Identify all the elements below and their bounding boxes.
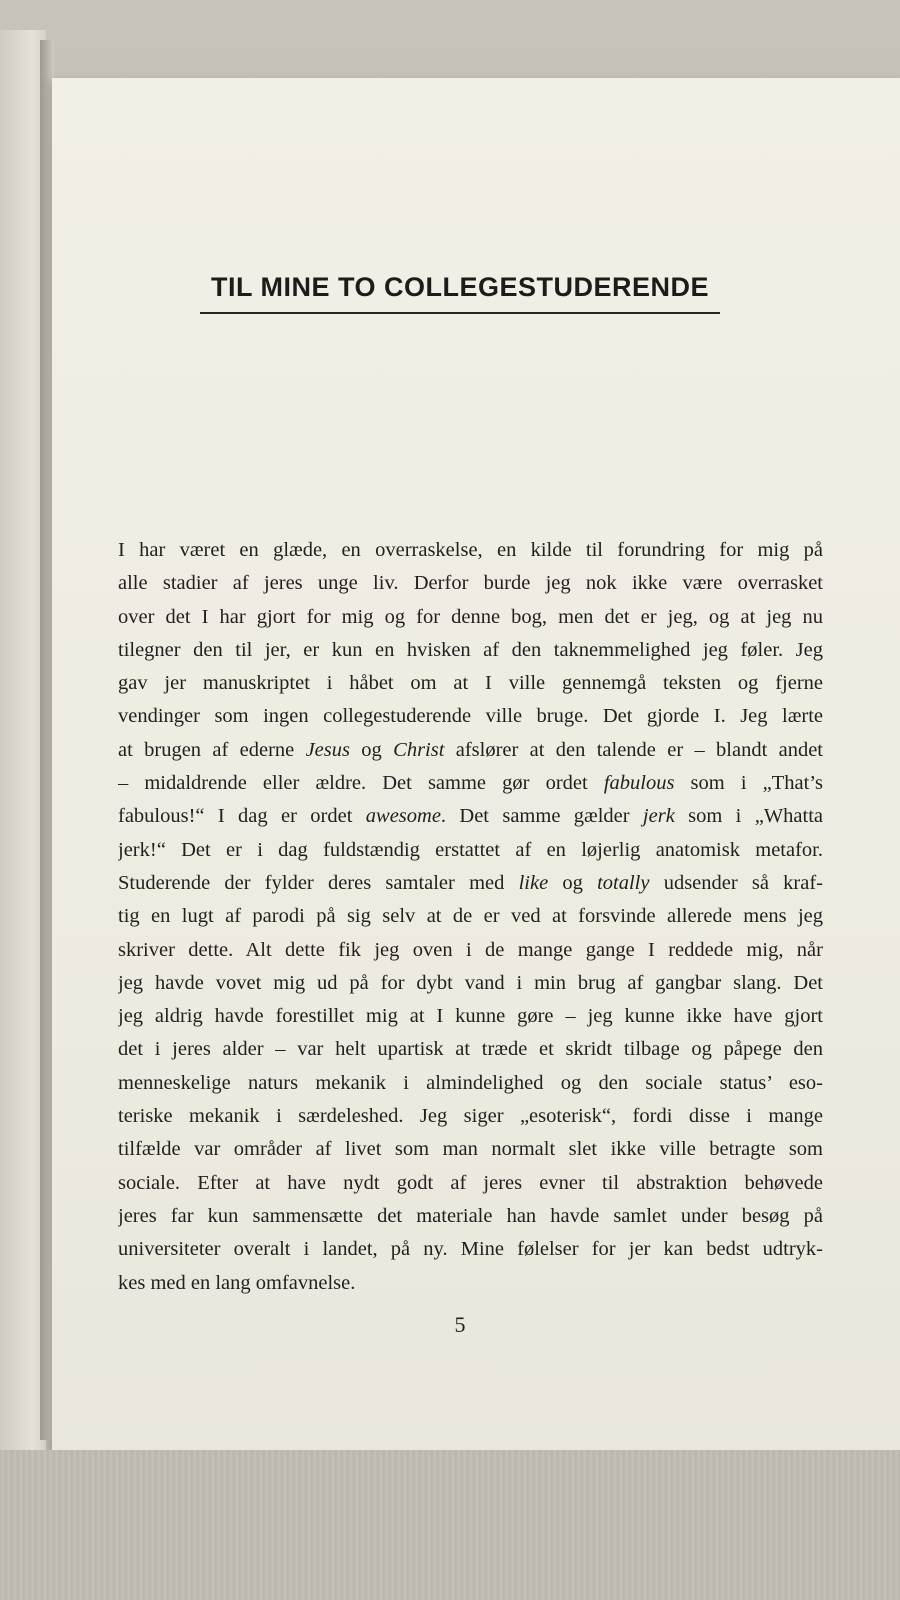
text-line: [118, 667, 823, 700]
text-run: jerk!“ Det er i dag fuldstændig erstattet af en løjerlig anatomisk metafor.: [118, 838, 823, 861]
text-run: tig en lugt af parodi på sig selv at de er ved at forsvinde allerede mens jeg: [118, 905, 823, 928]
italic-word: fabulous: [603, 772, 675, 795]
italic-word: Jesus: [305, 738, 350, 761]
text-run: alle stadier af jeres unge liv. Derfor burde jeg nok ikke være overrasket: [118, 572, 823, 595]
text-run: tilfælde var områder af livet som man normalt slet ikke ville betragte som: [118, 1138, 823, 1161]
text-run: gav jer manuskriptet i håbet om at I ville gennemgå teksten og fjerne: [118, 672, 823, 695]
text-line: [118, 1267, 823, 1300]
text-run: og: [349, 738, 394, 761]
text-run: som i „Whatta: [674, 805, 823, 828]
text-line: [118, 601, 823, 634]
text-run: tilegner den til jer, er kun en hvisken af den taknemmelighed jeg føler. Jeg: [118, 638, 823, 661]
table-surface: [0, 1450, 900, 1600]
text-line: [118, 700, 823, 733]
text-run: teriske mekanik i særdeleshed. Jeg siger „esoterisk“, fordi disse i mange: [118, 1105, 823, 1128]
text-line: [118, 1233, 823, 1266]
text-run: over det I har gjort for mig og for denne bog, men det er jeg, og at jeg nu: [118, 605, 823, 628]
text-line: [118, 1133, 823, 1166]
chapter-heading: TIL MINE TO COLLEGESTUDERENDE: [210, 272, 710, 302]
text-run: jeg aldrig havde forestillet mig at I kunne gøre – jeg kunne ikke have gjort: [118, 1005, 823, 1028]
italic-word: Christ: [393, 738, 445, 761]
text-run: det i jeres alder – var helt upartisk at træde et skridt tilbage og påpege den: [118, 1038, 823, 1061]
text-run: – midaldrende eller ældre. Det samme gør ordet: [118, 772, 604, 795]
text-run: udsender så kraf-: [649, 871, 823, 894]
text-line: [118, 1167, 823, 1200]
text-line: [118, 1033, 823, 1066]
heading-underline: [200, 312, 720, 314]
text-line: [118, 1067, 823, 1100]
text-run: Studerende der fylder deres samtaler med: [118, 871, 519, 894]
text-run: og: [548, 871, 598, 894]
text-run: vendinger som ingen collegestuderende ville bruge. Det gjorde I. Jeg lærte: [118, 705, 823, 728]
text-run: afslører at den talende er – blandt andet: [444, 738, 823, 761]
text-line: [118, 1000, 823, 1033]
text-line: [118, 1200, 823, 1233]
italic-word: jerk: [642, 805, 675, 828]
text-line: [118, 634, 823, 667]
text-run: at brugen af ederne: [118, 738, 306, 761]
text-run: menneskelige naturs mekanik i almindelighed og den sociale status’ eso-: [118, 1071, 823, 1094]
text-run: fabulous!“ I dag er ordet: [118, 805, 366, 828]
text-run: skriver dette. Alt dette fik jeg oven i de mange gange I reddede mig, når: [118, 938, 823, 961]
text-run: som i „That’s: [674, 772, 823, 795]
text-run: I har været en glæde, en overraskelse, en kilde til forundring for mig på: [118, 539, 823, 561]
text-line: [118, 567, 823, 600]
text-run: universiteter overalt i landet, på ny. Mine følelser for jer kan bedst udtryk-: [118, 1238, 823, 1261]
text-line: [118, 1100, 823, 1133]
page-number: 5: [454, 1312, 466, 1337]
text-line: [118, 800, 823, 833]
text-line: [118, 967, 823, 1000]
italic-word: awesome: [365, 805, 441, 828]
text-run: kes med en lang omfavnelse.: [118, 1271, 356, 1294]
text-line: [118, 734, 823, 767]
text-line: [118, 534, 823, 567]
italic-word: like: [518, 871, 549, 894]
text-line: [118, 867, 823, 900]
text-line: [118, 767, 823, 800]
text-run: jeg havde vovet mig ud på for dybt vand i min brug af gangbar slang. Det: [118, 971, 823, 994]
text-run: jeres far kun sammensætte det materiale han havde samlet under besøg på: [118, 1204, 823, 1227]
italic-word: totally: [597, 871, 650, 894]
dedication-paragraph: [118, 534, 823, 1300]
text-line: [118, 900, 823, 933]
text-run: . Det samme gælder: [440, 805, 643, 828]
text-line: [118, 934, 823, 967]
text-run: sociale. Efter at have nydt godt af jeres evner til abstraktion behøvede: [118, 1171, 823, 1194]
text-line: [118, 834, 823, 867]
